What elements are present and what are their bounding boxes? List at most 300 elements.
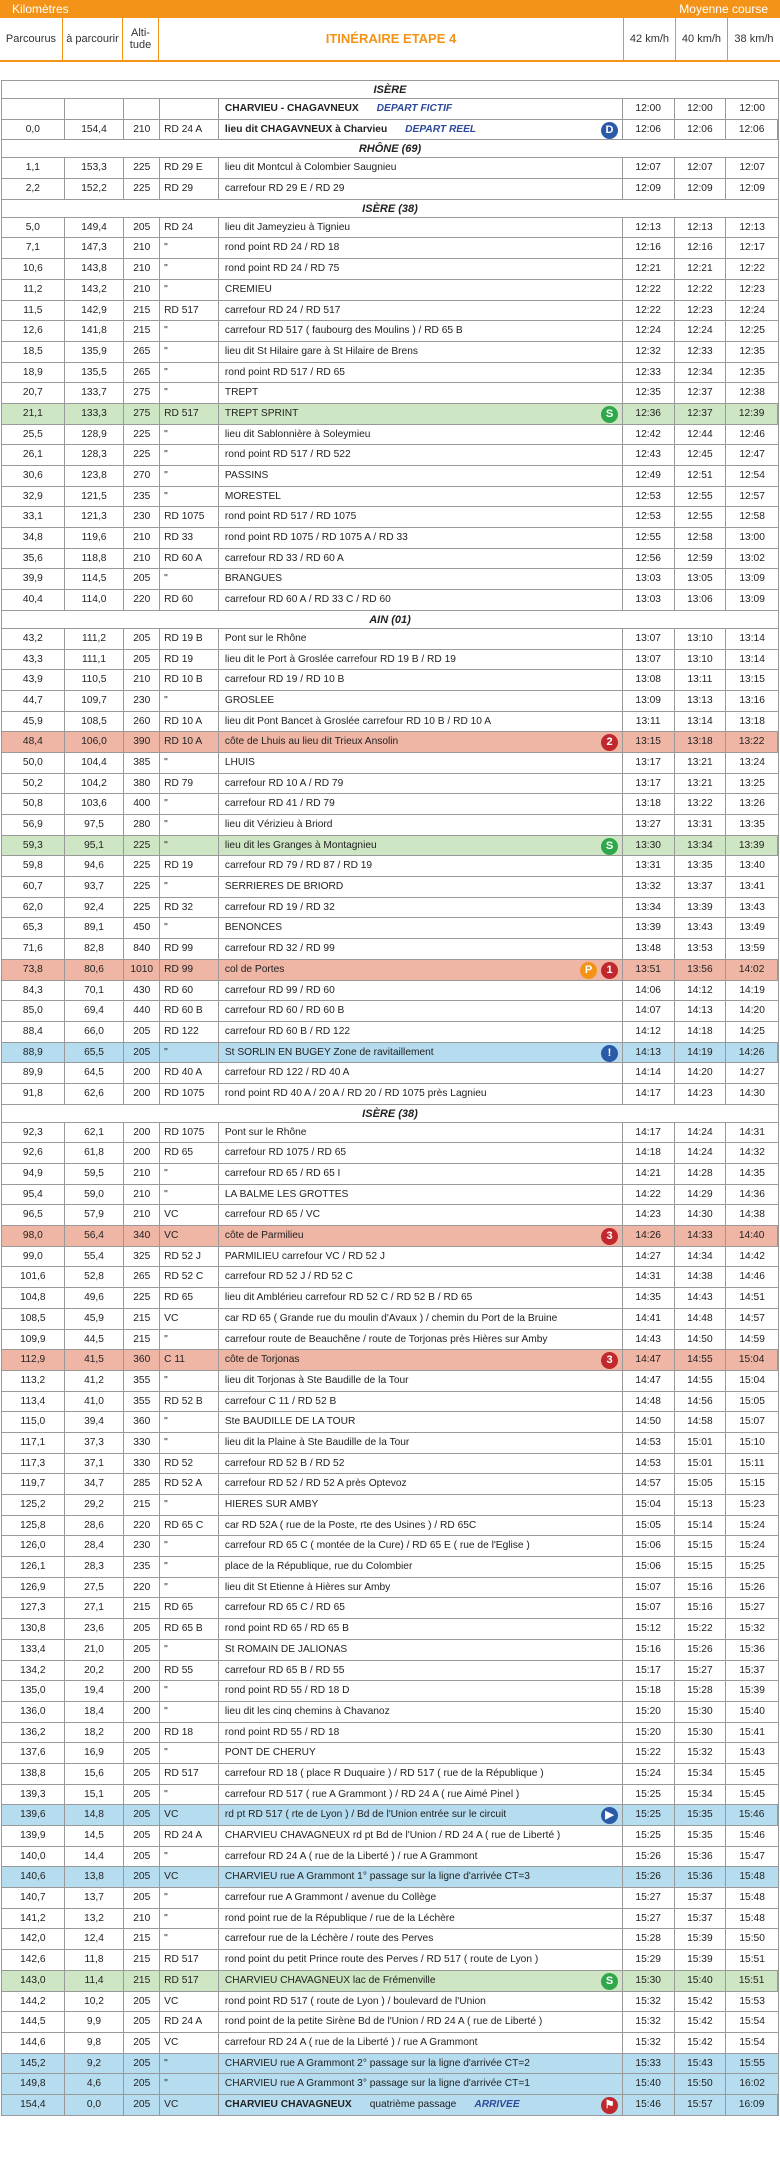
place-text: carrefour RD 517 ( faubourg des Moulins ) / RD 65 B (224, 325, 463, 337)
km-remaining: 69,4 (65, 1001, 125, 1021)
place-text: lieu dit Pont Bancet à Groslée carrefour RD 10 B / RD 10 A (224, 715, 492, 727)
time-2: 12:57 (739, 490, 765, 502)
time-1: 12:07 (675, 158, 727, 178)
km-done: 35,6 (2, 549, 65, 569)
km-remaining: 55,4 (65, 1247, 125, 1267)
place-text: carrefour RD 18 ( place R Duquaire ) / RD 517 ( rue de la République ) (224, 1767, 544, 1779)
place (219, 1433, 623, 1453)
place-text: carrefour RD 65 C / RD 65 (224, 1602, 345, 1614)
time-2: 13:09 (739, 573, 765, 585)
km-remaining: 95,1 (65, 836, 125, 856)
section-header: AIN (01) (2, 611, 778, 629)
time-1: 12:06 (675, 120, 727, 140)
time-1: 14:18 (675, 1022, 727, 1042)
altitude (124, 99, 160, 119)
altitude: 205 (124, 218, 160, 238)
table-row (2, 1805, 778, 1826)
road: " (160, 1557, 219, 1577)
time-0: 14:23 (623, 1205, 675, 1225)
place (219, 1950, 623, 1970)
table-row (2, 981, 778, 1002)
altitude: 225 (124, 158, 160, 178)
km-done: 142,6 (2, 1950, 65, 1970)
km-remaining: 66,0 (65, 1022, 125, 1042)
altitude: 440 (124, 1001, 160, 1021)
altitude: 205 (124, 2033, 160, 2053)
time-2: 12:22 (739, 263, 765, 275)
time-0: 13:48 (623, 939, 675, 959)
place (219, 691, 623, 711)
time-2: 15:46 (739, 1830, 765, 1841)
place (219, 549, 623, 569)
place (219, 1929, 623, 1949)
time-0: 14:22 (623, 1185, 675, 1205)
time-0: 12:22 (623, 280, 675, 300)
col-a-parcourir: à parcourir (63, 18, 123, 60)
place-text: carrefour RD 52 B / RD 52 (224, 1457, 345, 1469)
road: RD 1075 (160, 507, 219, 527)
place-text: carrefour RD 60 A / RD 33 C / RD 60 (224, 594, 391, 606)
place (219, 1516, 623, 1536)
time-0: 14:50 (623, 1412, 675, 1432)
altitude: 225 (124, 179, 160, 199)
km-remaining: 109,7 (65, 691, 125, 711)
altitude: 200 (124, 1723, 160, 1743)
road: RD 65 (160, 1598, 219, 1618)
time-0: 13:31 (623, 856, 675, 876)
time-2: 13:59 (739, 943, 765, 955)
km-remaining: 10,2 (65, 1992, 125, 2012)
place (219, 120, 623, 140)
place (219, 342, 623, 362)
altitude: 220 (124, 1578, 160, 1598)
time-0: 12:06 (623, 120, 675, 140)
altitude: 360 (124, 1350, 160, 1370)
place (219, 939, 623, 959)
place-text: lieu dit Jameyzieu à Tignieu (224, 221, 351, 233)
time-0: 13:32 (623, 877, 675, 897)
altitude: 840 (124, 939, 160, 959)
altitude: 385 (124, 753, 160, 773)
altitude: 215 (124, 1330, 160, 1350)
time-1: 15:37 (675, 1888, 727, 1908)
place-text: carrefour RD 52 J / RD 52 C (224, 1271, 353, 1283)
place-text: carrefour RD 79 / RD 87 / RD 19 (224, 860, 373, 872)
place (219, 1867, 623, 1887)
time-0: 13:30 (623, 836, 675, 856)
road: RD 65 B (160, 1619, 219, 1639)
time-0: 14:48 (623, 1392, 675, 1412)
road: RD 60 A (160, 549, 219, 569)
table-row (2, 2054, 778, 2075)
time-2: 16:09 (726, 2095, 778, 2115)
km-remaining: 104,2 (65, 774, 125, 794)
place-text: GROSLEE (224, 694, 275, 706)
km-remaining: 147,3 (65, 238, 125, 258)
time-1: 14:58 (675, 1412, 727, 1432)
km-remaining: 16,9 (65, 1743, 125, 1763)
place (219, 1785, 623, 1805)
place-text: TREPT SPRINT (224, 407, 299, 419)
place (219, 1992, 623, 2012)
place-text: lieu dit St Etienne à Hières sur Amby (224, 1581, 391, 1593)
altitude: 200 (124, 1084, 160, 1104)
time-2: 13:09 (739, 594, 765, 606)
road: RD 19 (160, 650, 219, 670)
km-remaining: 62,6 (65, 1084, 125, 1104)
place (219, 1226, 623, 1246)
table-row (2, 1433, 778, 1454)
km-done: 126,9 (2, 1578, 65, 1598)
altitude: 225 (124, 445, 160, 465)
place (219, 569, 623, 589)
category-badge-icon: 1 (601, 962, 618, 979)
category-badge-icon: 3 (601, 1228, 618, 1245)
time-0: 13:07 (623, 650, 675, 670)
time-2: 14:31 (739, 1126, 765, 1138)
time-1: 15:36 (675, 1847, 727, 1867)
altitude: 230 (124, 1536, 160, 1556)
km-remaining: 128,9 (65, 425, 125, 445)
time-1: 13:10 (675, 650, 727, 670)
km-done: 65,3 (2, 918, 65, 938)
time-2: 15:15 (739, 1478, 765, 1490)
time-0: 15:26 (623, 1867, 675, 1887)
time-1: 15:32 (675, 1743, 727, 1763)
time-2: 15:48 (739, 1912, 765, 1924)
road: " (160, 1371, 219, 1391)
km-remaining: 114,0 (65, 590, 125, 610)
time-0: 12:00 (623, 99, 675, 119)
road: VC (160, 1205, 219, 1225)
km-done: 88,9 (2, 1043, 65, 1063)
road: " (160, 1185, 219, 1205)
road: " (160, 1412, 219, 1432)
km-remaining: 28,3 (65, 1557, 125, 1577)
time-2: 13:43 (739, 901, 765, 913)
place (219, 259, 623, 279)
place (219, 238, 623, 258)
time-0: 12:35 (623, 383, 675, 403)
km-remaining: 149,4 (65, 218, 125, 238)
place-text: carrefour RD 10 A / RD 79 (224, 777, 344, 789)
road: RD 18 (160, 1723, 219, 1743)
altitude: 210 (124, 120, 160, 140)
place (219, 981, 623, 1001)
time-1: 14:33 (675, 1226, 727, 1246)
time-1: 15:16 (675, 1598, 727, 1618)
place-text: lieu dit les Granges à Montagnieu (224, 839, 377, 851)
place (219, 1205, 623, 1225)
km-remaining: 27,5 (65, 1578, 125, 1598)
km-done: 12,6 (2, 321, 65, 341)
time-2: 13:18 (739, 715, 765, 727)
time-0: 13:07 (623, 629, 675, 649)
table-row (2, 179, 778, 200)
time-0: 12:53 (623, 487, 675, 507)
time-2: 16:02 (739, 2078, 765, 2090)
time-2: 12:23 (739, 283, 765, 295)
place (219, 1043, 623, 1063)
place (219, 877, 623, 897)
place (219, 753, 623, 773)
km-remaining: 14,5 (65, 1826, 125, 1846)
km-done: 119,7 (2, 1474, 65, 1494)
time-0: 13:34 (623, 898, 675, 918)
road: VC (160, 2033, 219, 2053)
km-done: 99,0 (2, 1247, 65, 1267)
place-text: carrefour RD 65 B / RD 55 (224, 1664, 345, 1676)
road: RD 517 (160, 1950, 219, 1970)
km-done: 0,0 (2, 120, 65, 140)
table-row (2, 280, 778, 301)
road: " (160, 280, 219, 300)
km-remaining: 64,5 (65, 1063, 125, 1083)
place (219, 1063, 623, 1083)
altitude: 430 (124, 981, 160, 1001)
place-text: Pont sur le Rhône (224, 632, 307, 644)
time-0: 12:09 (623, 179, 675, 199)
road: RD 65 (160, 1288, 219, 1308)
time-0: 12:21 (623, 259, 675, 279)
road: RD 19 (160, 856, 219, 876)
km-done: 34,8 (2, 528, 65, 548)
altitude: 355 (124, 1371, 160, 1391)
time-0: 15:07 (623, 1598, 675, 1618)
time-0: 12:49 (623, 466, 675, 486)
time-2: 12:09 (739, 183, 765, 195)
km-done: 154,4 (2, 2095, 65, 2115)
altitude: 325 (124, 1247, 160, 1267)
table-row (2, 1392, 778, 1413)
time-1: 13:05 (675, 569, 727, 589)
altitude: 270 (124, 466, 160, 486)
place-text: côte de Torjonas (224, 1354, 300, 1366)
time-2: 15:43 (739, 1747, 765, 1759)
time-1: 13:31 (675, 815, 727, 835)
place-text: BRANGUES (224, 573, 283, 585)
altitude: 225 (124, 856, 160, 876)
place-text: rond point RD 517 ( route de Lyon ) / boulevard de l'Union (224, 1995, 486, 2007)
km-remaining: 143,8 (65, 259, 125, 279)
time-0: 15:32 (623, 1992, 675, 2012)
km-done: 115,0 (2, 1412, 65, 1432)
km-done: 134,2 (2, 1661, 65, 1681)
road: " (160, 2054, 219, 2074)
time-0: 15:33 (623, 2054, 675, 2074)
altitude: 205 (124, 1992, 160, 2012)
time-2: 15:39 (739, 1685, 765, 1697)
time-0: 14:14 (623, 1063, 675, 1083)
altitude: 1010 (124, 960, 160, 980)
altitude: 205 (124, 650, 160, 670)
altitude: 225 (124, 836, 160, 856)
place-text: rond point rue de la République / rue de la Léchère (224, 1912, 455, 1924)
section-header: ISÈRE (2, 81, 778, 99)
km-remaining: 106,0 (65, 732, 125, 752)
place-text: lieu dit Montcul à Colombier Saugnieu (224, 162, 397, 174)
place-text: rond point RD 24 / RD 18 (224, 242, 340, 254)
place (219, 218, 623, 238)
place (219, 280, 623, 300)
km-remaining: 104,4 (65, 753, 125, 773)
altitude: 210 (124, 1205, 160, 1225)
category-badge-icon: 2 (601, 734, 618, 751)
table-row (2, 1084, 778, 1105)
table-row (2, 569, 778, 590)
time-1: 15:15 (675, 1536, 727, 1556)
altitude: 280 (124, 815, 160, 835)
time-1: 12:13 (675, 218, 727, 238)
time-0: 15:20 (623, 1723, 675, 1743)
time-1: 15:30 (675, 1723, 727, 1743)
time-0: 12:33 (623, 363, 675, 383)
time-0: 15:29 (623, 1950, 675, 1970)
table-row (2, 753, 778, 774)
time-2: 14:26 (726, 1043, 778, 1063)
time-2: 14:20 (739, 1005, 765, 1017)
table-row (2, 1743, 778, 1764)
time-2: 15:04 (726, 1350, 778, 1370)
time-2: 15:36 (739, 1643, 765, 1655)
section-header: RHÔNE (69) (2, 140, 778, 158)
place (219, 99, 623, 119)
place-text: rond point RD 24 / RD 75 (224, 263, 340, 275)
altitude: 205 (124, 1888, 160, 1908)
time-1: 12:59 (675, 549, 727, 569)
km-remaining: 111,1 (65, 650, 125, 670)
altitude: 205 (124, 1826, 160, 1846)
time-2: 12:47 (739, 449, 765, 461)
time-1: 12:51 (675, 466, 727, 486)
road: RD 65 C (160, 1516, 219, 1536)
time-0: 13:18 (623, 794, 675, 814)
km-done: 92,6 (2, 1143, 65, 1163)
time-0: 14:18 (623, 1143, 675, 1163)
table-row (2, 321, 778, 342)
time-1: 15:50 (675, 2074, 727, 2094)
road: RD 19 B (160, 629, 219, 649)
road: VC (160, 1992, 219, 2012)
altitude: 215 (124, 1598, 160, 1618)
table-row (2, 1640, 778, 1661)
altitude: 205 (124, 629, 160, 649)
time-2: 12:07 (739, 162, 765, 174)
altitude: 200 (124, 1143, 160, 1163)
table-row (2, 1022, 778, 1043)
table-row (2, 1185, 778, 1206)
time-2: 14:27 (739, 1067, 765, 1079)
road: " (160, 238, 219, 258)
km-done: 39,9 (2, 569, 65, 589)
km-done: 2,2 (2, 179, 65, 199)
time-1: 14:19 (675, 1043, 727, 1063)
time-1: 13:34 (675, 836, 727, 856)
km-remaining: 9,9 (65, 2012, 125, 2032)
time-2: 15:26 (739, 1581, 765, 1593)
altitude: 215 (124, 1929, 160, 1949)
altitude: 400 (124, 794, 160, 814)
altitude: 225 (124, 1288, 160, 1308)
table-row (2, 404, 778, 425)
time-2: 12:39 (726, 404, 778, 424)
km-remaining: 11,8 (65, 1950, 125, 1970)
time-0: 12:56 (623, 549, 675, 569)
time-0: 15:05 (623, 1516, 675, 1536)
time-0: 14:07 (623, 1001, 675, 1021)
km-done: 10,6 (2, 259, 65, 279)
place-text: lieu dit Amblérieu carrefour RD 52 C / RD 52 B / RD 65 (224, 1292, 473, 1304)
km-done: 143,0 (2, 1971, 65, 1991)
time-2: 14:42 (739, 1250, 765, 1262)
altitude: 265 (124, 342, 160, 362)
time-1: 12:55 (675, 487, 727, 507)
time-0: 14:57 (623, 1474, 675, 1494)
km-remaining: 103,6 (65, 794, 125, 814)
km-done: 43,2 (2, 629, 65, 649)
place-text: lieu dit Vérizieu à Briord (224, 819, 333, 830)
time-2: 15:51 (726, 1971, 778, 1991)
road: RD 24 (160, 218, 219, 238)
time-1: 13:21 (675, 753, 727, 773)
km-remaining: 39,4 (65, 1412, 125, 1432)
altitude: 235 (124, 1557, 160, 1577)
table-row (2, 301, 778, 322)
km-done: 44,7 (2, 691, 65, 711)
time-2: 14:51 (739, 1292, 765, 1304)
km-done: 133,4 (2, 1640, 65, 1660)
place (219, 1350, 623, 1370)
time-0: 13:03 (623, 590, 675, 610)
time-1: 15:26 (675, 1640, 727, 1660)
km-remaining: 15,6 (65, 1764, 125, 1784)
km-remaining: 20,2 (65, 1661, 125, 1681)
road: RD 1075 (160, 1123, 219, 1143)
place-text: rond point RD 40 A / 20 A / RD 20 / RD 1075 près Lagnieu (224, 1087, 487, 1099)
place-text: lieu dit Torjonas à Ste Baudille de la Tour (224, 1374, 409, 1386)
place (219, 1495, 623, 1515)
place-text: rond point RD 517 / RD 1075 (224, 511, 357, 523)
km-done: 130,8 (2, 1619, 65, 1639)
km-remaining: 45,9 (65, 1309, 125, 1329)
road: " (160, 1578, 219, 1598)
time-1: 12:44 (675, 425, 727, 445)
time-1: 12:23 (675, 301, 727, 321)
table-row (2, 836, 778, 857)
km-remaining: 128,3 (65, 445, 125, 465)
category-badge-icon: S (601, 406, 618, 423)
km-done: 142,0 (2, 1929, 65, 1949)
km-remaining: 135,9 (65, 342, 125, 362)
time-1: 15:42 (675, 1992, 727, 2012)
place-text: Ste BAUDILLE DE LA TOUR (224, 1416, 356, 1428)
road: RD 99 (160, 960, 219, 980)
road: RD 10 B (160, 670, 219, 690)
time-1: 12:22 (675, 280, 727, 300)
km-done: 139,3 (2, 1785, 65, 1805)
table-row (2, 1043, 778, 1064)
altitude: 260 (124, 712, 160, 732)
table-row (2, 590, 778, 611)
road: VC (160, 1867, 219, 1887)
time-1: 15:34 (675, 1764, 727, 1784)
place (219, 1971, 623, 1991)
time-2: 13:24 (739, 756, 765, 768)
place-text: car RD 52A ( rue de la Poste, rte des Usines ) / RD 65C (224, 1519, 477, 1531)
altitude: 330 (124, 1454, 160, 1474)
time-1: 15:01 (675, 1454, 727, 1474)
place (219, 1536, 623, 1556)
